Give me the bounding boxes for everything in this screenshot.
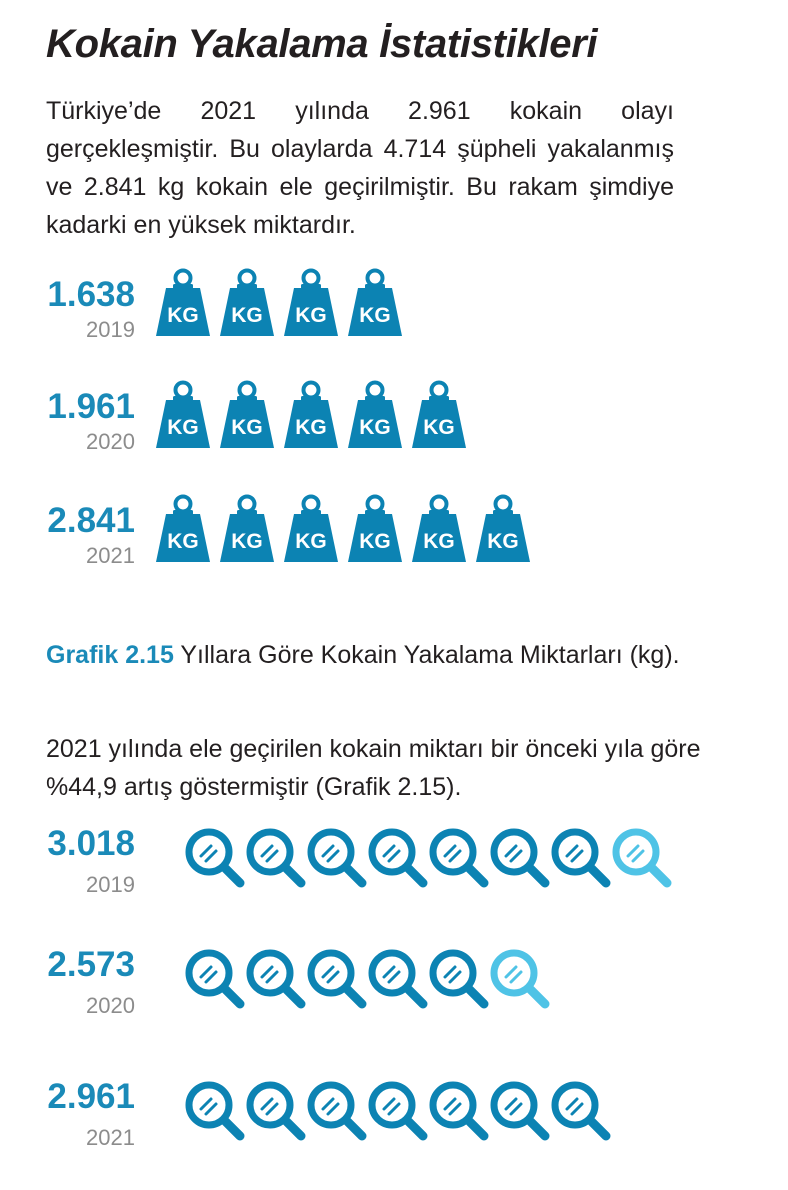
magnifier-icon [616,832,667,883]
kg-row [0,380,788,470]
kg-weight-icon [284,271,338,337]
kg-weight-icon [348,271,402,337]
kg-weight-icon [412,497,466,563]
magnifier-icon [494,832,545,883]
year-label: 2019 [86,872,135,897]
magnifier-icon [311,953,362,1004]
magnifier-icon-group [184,948,570,1019]
chart-caption [46,636,696,674]
kg-weight-icon [220,383,274,449]
kg-weight-icon [220,497,274,563]
chart-note: 2021 yılında ele geçirilen kokain miktarı bir önceki yıla göre %44,9 artış göstermiştir (Grafik 2.15). [46,735,701,801]
year-label: 2020 [86,429,135,454]
magnifier-icons-svg [184,827,692,893]
lens-row [0,1078,788,1168]
kg-icons-svg [156,494,540,564]
kg-icon-text: KG [359,530,391,553]
year-label: 2021 [86,543,135,568]
page-title: Kokain Yakalama İstatistikleri [46,22,598,66]
data-value-label: 1.638 [47,275,135,314]
kg-icon-text: KG [231,416,263,439]
kg-icon-text: KG [231,530,263,553]
lens-row [0,825,788,915]
kg-icon-text: KG [359,304,391,327]
kg-icon-group [156,268,412,343]
kg-weight-icon [220,271,274,337]
kg-weight-icon [284,497,338,563]
kg-weight-icon [476,497,530,563]
kg-weight-icon [156,271,210,337]
magnifier-icon [189,1085,240,1136]
kg-weight-icon [156,497,210,563]
magnifier-icon [494,1085,545,1136]
magnifier-icon [494,953,545,1004]
kg-icon-text: KG [167,416,199,439]
kg-icon-text: KG [295,416,327,439]
magnifier-icon [433,953,484,1004]
magnifier-icon [189,953,240,1004]
data-value-label: 2.961 [47,1077,135,1116]
magnifier-icon [372,953,423,1004]
data-value-label: 2.841 [47,501,135,540]
kg-weight-icon [156,383,210,449]
intro-paragraph: Türkiye’de 2021 yılında 2.961 kokain olayı gerçekleşmiştir. Bu olaylarda 4.714 şüpheli yakalanmış ve 2.841 kg kokain ele geçirilmiştir. Bu rakam şimdiye kadarki en yüksek miktardır. [46,97,674,239]
magnifier-icon [433,832,484,883]
kg-weight-icon [348,497,402,563]
year-label: 2019 [86,317,135,342]
kg-icon-text: KG [231,304,263,327]
data-value-label: 3.018 [47,824,135,863]
chart-caption-text: Yıllara Göre Kokain Yakalama Miktarları (kg). [173,641,680,669]
magnifier-icon [189,832,240,883]
magnifier-icon [311,832,362,883]
kg-icon-text: KG [487,530,519,553]
magnifier-icon [372,832,423,883]
magnifier-icon [250,832,301,883]
kg-icon-text: KG [295,304,327,327]
kg-row [0,494,788,584]
year-label: 2021 [86,1125,135,1150]
kg-icon-text: KG [359,416,391,439]
kg-icon-text: KG [167,530,199,553]
magnifier-icon [311,1085,362,1136]
data-value-label: 1.961 [47,387,135,426]
magnifier-icon [250,953,301,1004]
magnifier-icon [250,1085,301,1136]
magnifier-icon-group [184,1080,631,1151]
kg-icon-text: KG [423,530,455,553]
kg-icon-group [156,494,540,569]
kg-icons-svg [156,380,476,450]
kg-weight-icon [284,383,338,449]
data-value-label: 2.573 [47,945,135,984]
magnifier-icon-group [184,827,692,898]
chart-caption-label: Grafik 2.15 [46,641,174,669]
magnifier-icon [372,1085,423,1136]
magnifier-icon [433,1085,484,1136]
kg-icon-text: KG [423,416,455,439]
magnifier-icon [555,832,606,883]
magnifier-icons-svg [184,948,570,1014]
lens-row [0,946,788,1036]
kg-icon-group [156,380,476,455]
kg-weight-icon [348,383,402,449]
kg-icon-text: KG [167,304,199,327]
kg-row [0,268,788,358]
kg-icons-svg [156,268,412,338]
magnifier-icons-svg [184,1080,631,1146]
year-label: 2020 [86,993,135,1018]
kg-icon-text: KG [295,530,327,553]
kg-weight-icon [412,383,466,449]
magnifier-icon [555,1085,606,1136]
